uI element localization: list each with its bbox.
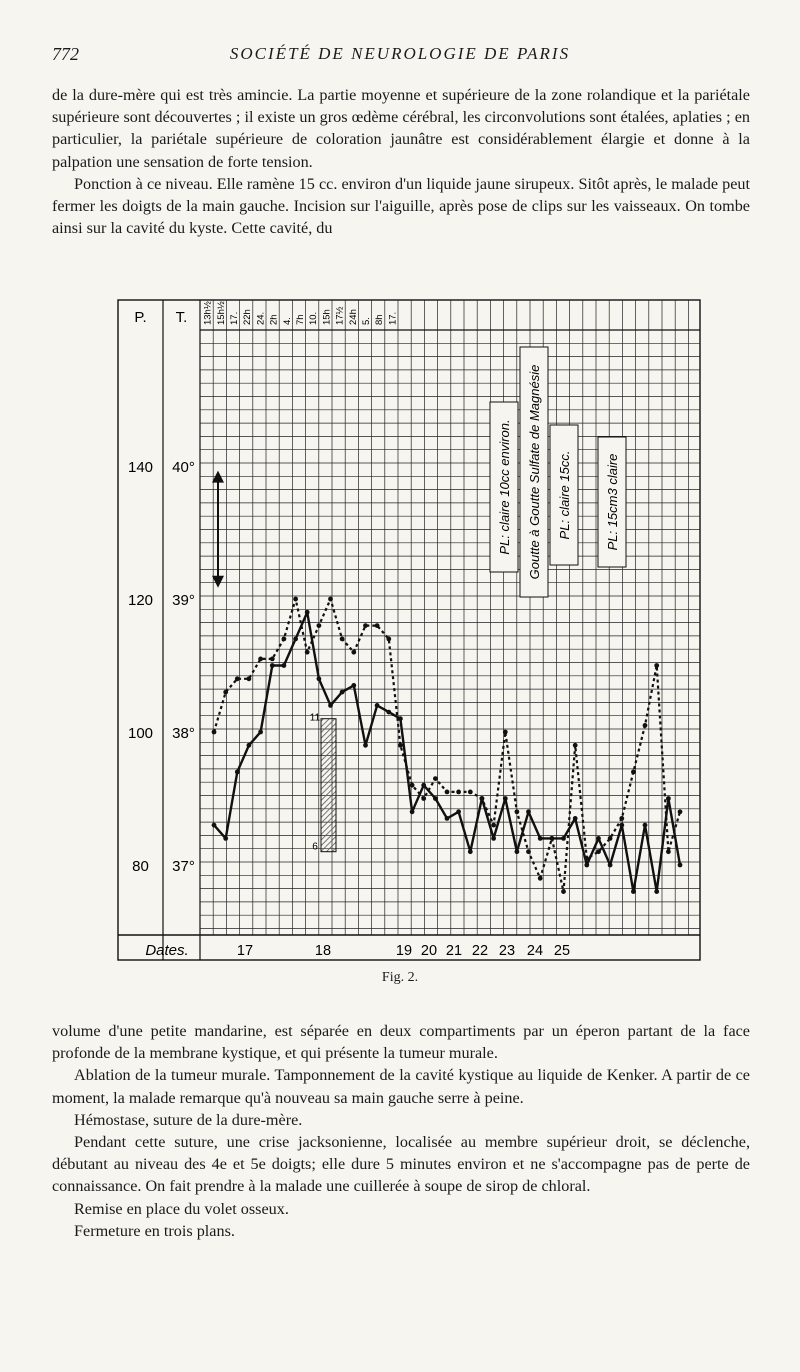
solid-series-point: [305, 610, 310, 615]
dashed-series-point: [375, 623, 380, 628]
dashed-series-point: [643, 723, 648, 728]
solid-series-point: [223, 836, 228, 841]
solid-series-point: [666, 796, 671, 801]
temperature-tick-label: 37°: [172, 858, 195, 875]
paragraph: Pendant cette suture, une crise jacksonienne, localisée au membre supérieur droit, se déclenche, débutant au niveau des 4e et 5e doigts; elle dure 5 minutes environ et ne s'accompagne pas de perte de connaissance. On fait prendre à la malade une cuillerée à soupe de sirop de chloral.: [52, 1133, 750, 1196]
page-number: 772: [52, 44, 79, 64]
dashed-series-point: [561, 889, 566, 894]
solid-series-point: [340, 690, 345, 695]
solid-series-point: [678, 863, 683, 868]
figure-caption: Fig. 2.: [381, 970, 419, 985]
date-label: 17: [236, 943, 254, 959]
solid-series-point: [631, 889, 636, 894]
solid-series-point: [643, 823, 648, 828]
solid-series-point: [328, 703, 333, 708]
solid-series-point: [375, 703, 380, 708]
time-label: 17.: [229, 311, 240, 325]
dashed-series-point: [270, 657, 275, 662]
dashed-series-point: [584, 856, 589, 861]
solid-series-point: [317, 676, 322, 681]
temperature-pulse-chart: [0, 295, 800, 965]
date-label: 21: [445, 943, 463, 959]
running-title: SOCIÉTÉ DE NEUROLOGIE DE PARIS: [229, 44, 571, 63]
solid-series-point: [282, 663, 287, 668]
dashed-series-point: [526, 849, 531, 854]
solid-series-point: [503, 796, 508, 801]
dashed-series-point: [212, 730, 217, 735]
solid-series-point: [247, 743, 252, 748]
dashed-series-point: [351, 650, 356, 655]
date-label: 25: [553, 943, 571, 959]
solid-series-point: [608, 863, 613, 868]
solid-series-point: [619, 823, 624, 828]
arrow-head-down: [212, 576, 224, 588]
dashed-series-point: [445, 790, 450, 795]
dashed-series-point: [258, 657, 263, 662]
solid-series-point: [410, 809, 415, 814]
date-label: 19: [395, 943, 413, 959]
time-label: 22h: [242, 309, 254, 325]
dashed-series-point: [328, 597, 333, 602]
dashed-series-line: [214, 599, 680, 892]
dashed-series-point: [608, 836, 613, 841]
solid-series-point: [235, 770, 240, 775]
pulse-tick-label: 100: [127, 725, 154, 742]
paragraph: volume d'une petite mandarine, est séparée en deux compartiments par un éperon partant de la face profonde de la membrane kystique, et qui présente la tumeur murale.: [52, 1022, 750, 1063]
dashed-series-point: [235, 676, 240, 681]
time-label: 15h½: [215, 301, 227, 325]
dashed-series-point: [223, 690, 228, 695]
temperature-tick-label: 38°: [172, 725, 195, 742]
solid-series-point: [526, 809, 531, 814]
time-label: 15h: [321, 309, 333, 325]
solid-series-point: [421, 783, 426, 788]
dashed-series-point: [550, 836, 555, 841]
dashed-series-point: [678, 809, 683, 814]
time-label: 8h: [374, 314, 386, 325]
time-label: 4.: [281, 317, 293, 325]
paragraph: Ablation de la tumeur murale. Tamponnement de la cavité kystique au liquide de Kenker. A partir de ce moment, la malade remarque qu'à nouveau sa main gauche serre à peine.: [52, 1066, 750, 1107]
dashed-series-point: [421, 796, 426, 801]
time-label: 2h: [268, 314, 280, 325]
time-label: 5.: [361, 317, 372, 325]
solid-series-point: [293, 637, 298, 642]
chart-frame: [118, 300, 700, 960]
pulse-tick-label: 80: [132, 858, 149, 875]
dashed-series-point: [631, 770, 636, 775]
dashed-series-point: [247, 676, 252, 681]
dashed-series-point: [503, 730, 508, 735]
time-label: 24.: [255, 311, 267, 325]
body-text-bottom: [52, 1020, 750, 1242]
solid-series-point: [515, 849, 520, 854]
solid-series-point: [363, 743, 368, 748]
dashed-series-point: [305, 650, 310, 655]
dashed-series-point: [619, 816, 624, 821]
header-t-label: T.: [175, 309, 188, 326]
solid-series-point: [596, 836, 601, 841]
temperature-tick-label: 39°: [172, 592, 195, 609]
solid-series-point: [468, 849, 473, 854]
dashed-series-point: [340, 637, 345, 642]
pulse-tick-label: 120: [127, 592, 154, 609]
dashed-series-point: [666, 849, 671, 854]
annotation-text: Goutte à Goutte Sulfate de Magnésie: [527, 364, 542, 580]
time-label: 24h: [347, 309, 359, 325]
dashed-series-point: [456, 790, 461, 795]
time-label: 17½: [334, 306, 346, 325]
solid-series-point: [456, 809, 461, 814]
solid-series-point: [538, 836, 543, 841]
dashed-series-point: [433, 776, 438, 781]
dashed-series-point: [596, 849, 601, 854]
dashed-series-point: [573, 743, 578, 748]
dashed-series-point: [538, 876, 543, 881]
solid-series-point: [351, 683, 356, 688]
solid-series-point: [386, 710, 391, 715]
date-label: 23: [498, 943, 516, 959]
time-label: 17.: [387, 311, 399, 325]
dashed-series-point: [293, 597, 298, 602]
header-p-label: P.: [134, 309, 147, 326]
dashed-series-point: [398, 743, 403, 748]
paragraph: Ponction à ce niveau. Elle ramène 15 cc. environ d'un liquide jaune sirupeux. Sitôt après, le malade peut fermer les doigts de la main gauche. Incision sur l'aiguille, après pose de clips sur les vaisseaux. On tombe ainsi sur la cavité du kyste. Cette cavité, du: [52, 174, 750, 238]
bar-label-bottom: 6: [312, 841, 318, 853]
date-label: 24: [526, 943, 544, 959]
dashed-series-point: [317, 623, 322, 628]
dashed-series-point: [282, 637, 287, 642]
date-label: 22: [471, 943, 489, 959]
solid-series-point: [561, 836, 566, 841]
time-label: 7h: [295, 314, 306, 325]
solid-series-point: [270, 663, 275, 668]
annotation-text: PL: claire 15cc.: [557, 450, 572, 540]
hatched-bar: [321, 719, 336, 852]
dashed-series-point: [515, 809, 520, 814]
dashed-series-point: [386, 637, 391, 642]
solid-series-point: [433, 796, 438, 801]
bar-label-top: 11: [309, 712, 321, 724]
temperature-tick-label: 40°: [172, 459, 195, 476]
pulse-tick-label: 140: [127, 459, 154, 476]
dates-label: Dates.: [145, 942, 189, 959]
paragraph: de la dure-mère qui est très amincie. La partie moyenne et supérieure de la zone rolandique et la pariétale supérieure sont découvertes ; il existe un gros œdème cérébral, les circonvolutions sont étalées, aplaties ; en particulier, la pariétale supérieure de coloration jaunâtre est considérablement élargie et donne à la palpation une sensation de forte tension.: [52, 86, 750, 171]
solid-series-point: [491, 836, 496, 841]
page-header: [52, 44, 748, 68]
body-text-top: [52, 84, 750, 239]
dashed-series-point: [363, 623, 368, 628]
solid-series-point: [584, 863, 589, 868]
date-label: 20: [420, 943, 438, 959]
solid-series-point: [573, 816, 578, 821]
paragraph: Fermeture en trois plans.: [74, 1221, 235, 1240]
annotation-text: PL: 15cm3 claire: [605, 453, 620, 551]
date-label: 18: [314, 943, 332, 959]
dashed-series-point: [491, 823, 496, 828]
dashed-series-point: [410, 783, 415, 788]
solid-series-point: [212, 823, 217, 828]
solid-series-point: [445, 816, 450, 821]
paragraph: Hémostase, suture de la dure-mère.: [74, 1110, 303, 1129]
solid-series-line: [214, 612, 680, 891]
solid-series-point: [258, 730, 263, 735]
dashed-series-point: [468, 790, 473, 795]
dashed-series-point: [480, 796, 485, 801]
annotation-text: PL: claire 10cc environ.: [497, 419, 512, 555]
paragraph: Remise en place du volet osseux.: [74, 1199, 289, 1218]
solid-series-point: [654, 889, 659, 894]
time-label: 10.: [308, 311, 320, 325]
time-label: 13h½: [202, 301, 214, 325]
dashed-series-point: [654, 663, 659, 668]
